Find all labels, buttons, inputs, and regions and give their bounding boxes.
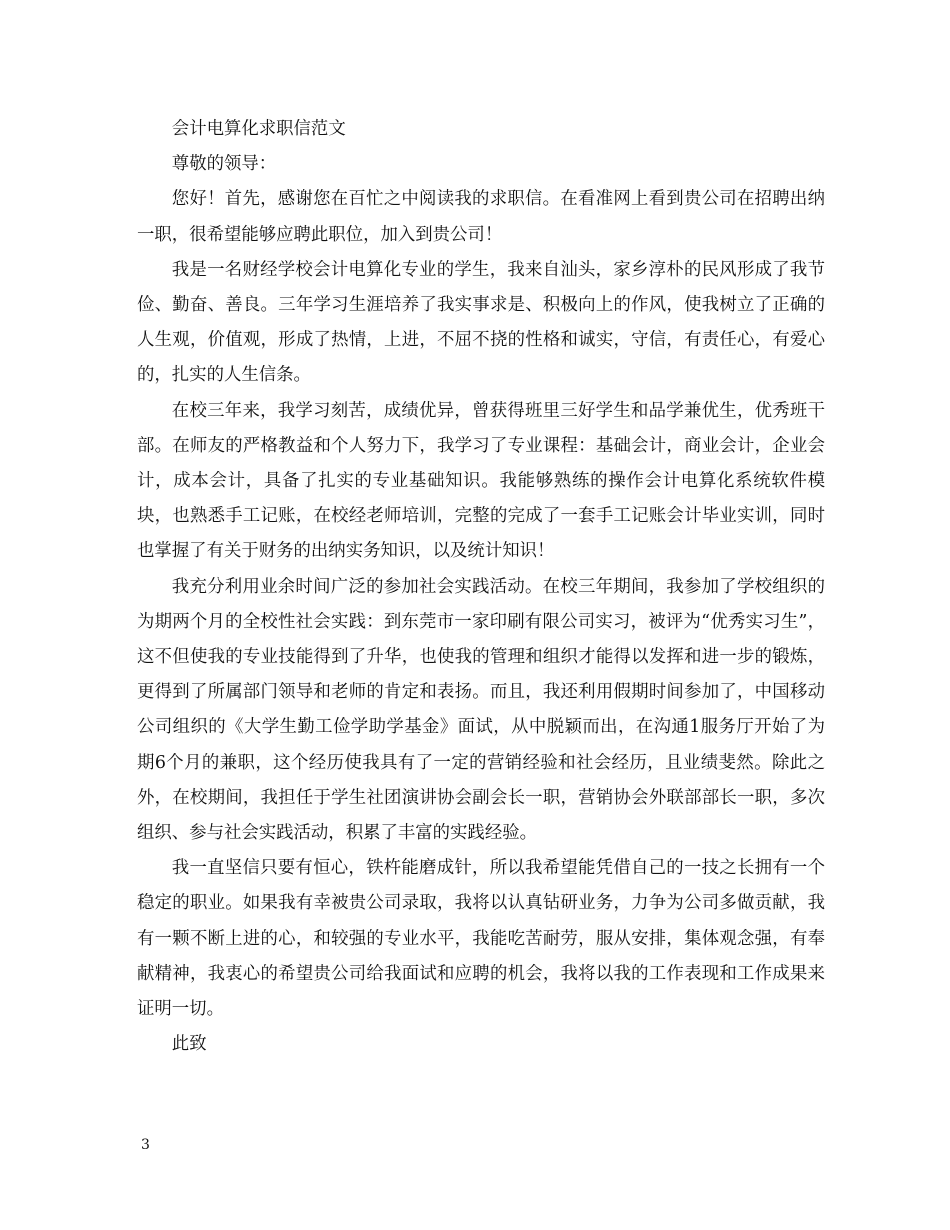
- paragraph-education: 在校三年来，我学习刻苦，成绩优异，曾获得班里三好学生和品学兼优生，优秀班干部。在师友的严格教益和个人努力下，我学习了专业课程：基础会计，商业会计，企业会计，成本会计，具备了扎实的专业基础知识。我能够熟练的操作会计电算化系统软件模块，也熟悉手工记账，在校经老师培训，完整的完成了一套手工记账会计毕业实训，同时也掌握了有关于财务的出纳实务知识，以及统计知识！: [137, 400, 825, 562]
- paragraph-introduction: 我是一名财经学校会计电算化专业的学生，我来自汕头，家乡淳朴的民风形成了我节俭、勤奋、善良。三年学习生涯培养了我实事求是、积极向上的作风，使我树立了正确的人生观，价值观，形成了热情，上进，不屈不挠的性格和诚实，守信，有责任心，有爱心的，扎实的人生信条。: [137, 259, 825, 386]
- paragraph-greeting: 您好！首先，感谢您在百忙之中阅读我的求职信。在看准网上看到贵公司在招聘出纳一职，很希望能够应聘此职位，加入到贵公司！: [137, 189, 825, 245]
- paragraph-practice: 我充分利用业余时间广泛的参加社会实践活动。在校三年期间，我参加了学校组织的为期两个月的全校性社会实践：到东莞市一家印刷有限公司实习，被评为“优秀实习生”，这不但使我的专业技能得到了升华，也使我的管理和组织才能得以发挥和进一步的锻炼，更得到了所属部门领导和老师的肯定和表扬。而且，我还利用假期时间参加了，中国移动公司组织的《大学生勤工俭学助学基金》面试，从中脱颖而出，在沟通1服务厅开始了为期6个月的兼职，这个经历使我具有了一定的营销经验和社会经历，且业绩斐然。除此之外，在校期间，我担任于学生社团演讲协会副会长一职，营销协会外联部部长一职，多次组织、参与社会实践活动，积累了丰富的实践经验。: [137, 576, 825, 844]
- letter-body: [137, 112, 825, 1062]
- salutation: 尊敬的领导：: [171, 154, 277, 175]
- letter-title: 会计电算化求职信范文: [171, 119, 346, 139]
- closing: 此致: [171, 1034, 207, 1055]
- page-number: 3: [141, 1137, 150, 1153]
- paragraph-conclusion: 我一直坚信只要有恒心，铁杵能磨成针，所以我希望能凭借自己的一技之长拥有一个稳定的职业。如果我有幸被贵公司录取，我将以认真钻研业务，力争为公司多做贡献，我有一颗不断上进的心，和较强的专业水平，我能吃苦耐劳，服从安排，集体观念强，有奉献精神，我衷心的希望贵公司给我面试和应聘的机会，我将以我的工作表现和工作成果来证明一切。: [137, 858, 825, 1020]
